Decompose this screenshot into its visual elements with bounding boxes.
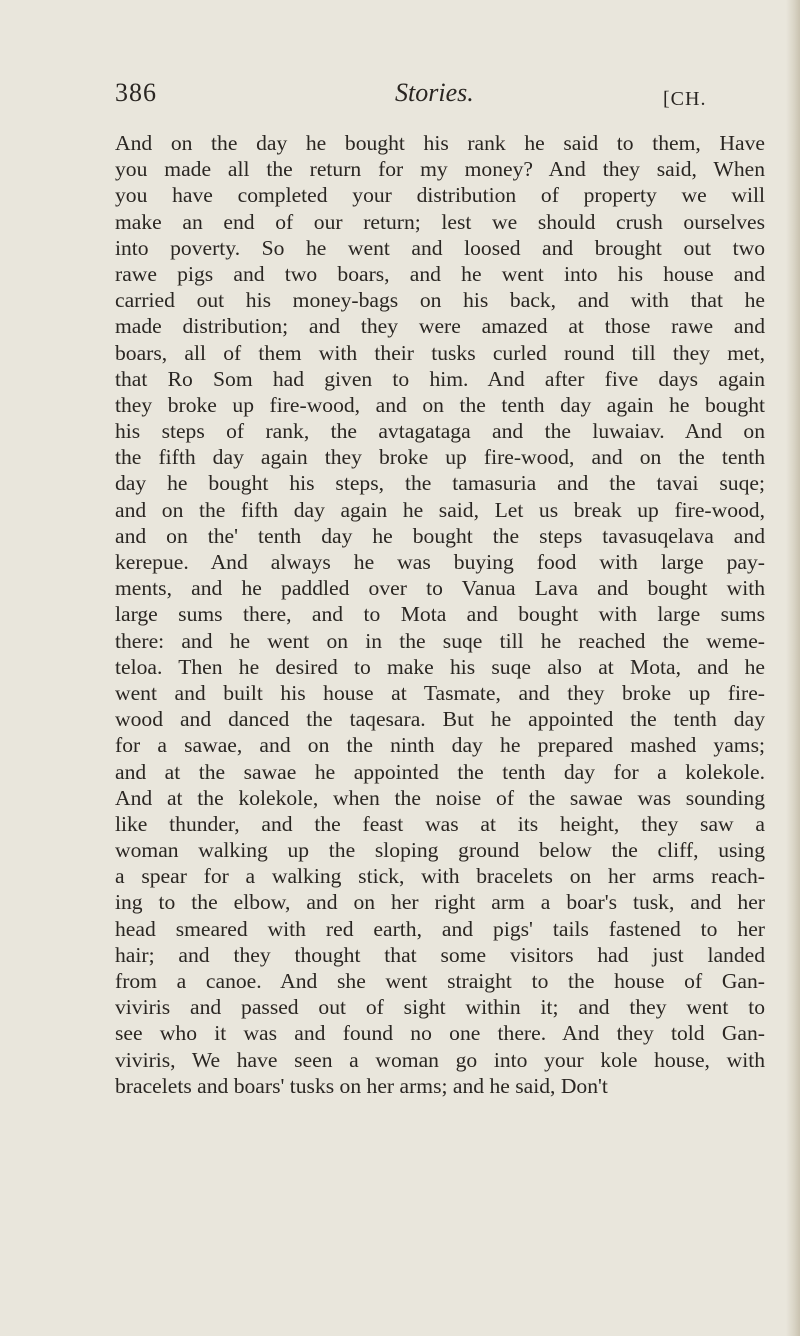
page-edge-shadow: [786, 0, 800, 1336]
text-line: hair; and they thought that some visitors had just landed: [115, 942, 765, 967]
text-line: you have completed your distribution of property we will: [115, 183, 765, 208]
text-line: viviris and passed out of sight within it; and they went to: [115, 995, 765, 1020]
text-line: teloa. Then he desired to make his suqe also at Mota, and he: [115, 654, 765, 679]
text-line: his steps of rank, the avtagataga and the luwaiav. And on: [115, 419, 765, 444]
text-line: from a canoe. And she went straight to the house of Gan-: [115, 969, 765, 993]
text-line: went and built his house at Tasmate, and they broke up fire-: [115, 680, 765, 705]
text-line: day he bought his steps, the tamasuria and the tavai suqe;: [115, 471, 765, 496]
text-line: ing to the elbow, and on her right arm a boar's tusk, and her: [115, 890, 765, 915]
text-line: a spear for a walking stick, with bracelets on her arms reach-: [115, 864, 765, 889]
text-line: and at the sawae he appointed the tenth day for a kolekole.: [115, 759, 765, 784]
text-line: see who it was and found no one there. And they told Gan-: [115, 1021, 765, 1046]
text-line: wood and danced the taqesara. But he appointed the tenth day: [115, 707, 765, 732]
text-line: rawe pigs and two boars, and he went into his house and: [115, 261, 765, 286]
text-line: bracelets and boars' tusks on her arms; and he said, Don't: [115, 1073, 608, 1098]
text-line: head smeared with red earth, and pigs' tails fastened to her: [115, 916, 765, 941]
text-line: And on the day he bought his rank he said to them, Have: [115, 131, 765, 155]
text-line: viviris, We have seen a woman go into your kole house, with: [115, 1047, 765, 1072]
text-line: boars, all of them with their tusks curled round till they met,: [115, 340, 765, 365]
text-line: for a sawae, and on the ninth day he prepared mashed yams;: [115, 733, 765, 758]
page-number: 386: [115, 78, 157, 107]
text-line: made distribution; and they were amazed at those rawe and: [115, 314, 765, 339]
body-text: [115, 130, 765, 1099]
text-line: carried out his money-bags on his back, and with that he: [115, 288, 765, 313]
text-line: into poverty. So he went and loosed and brought out two: [115, 235, 765, 260]
text-line: and on the' tenth day he bought the steps tavasuqelava and: [115, 523, 765, 548]
text-line: you made all the return for my money? And they said, When: [115, 157, 765, 182]
text-line: large sums there, and to Mota and bought with large sums: [115, 602, 765, 627]
page-header: [115, 78, 755, 118]
text-line: like thunder, and the feast was at its height, they saw a: [115, 811, 765, 836]
running-title: Stories.: [395, 78, 474, 107]
text-line: And at the kolekole, when the noise of the sawae was sounding: [115, 785, 765, 810]
text-line: make an end of our return; lest we should crush ourselves: [115, 209, 765, 234]
text-line: kerepue. And always he was buying food with large pay-: [115, 550, 765, 574]
text-line: they broke up fire-wood, and on the tenth day again he bought: [115, 392, 765, 417]
text-line: that Ro Som had given to him. And after five days again: [115, 366, 765, 391]
chapter-mark: [CH.: [663, 88, 707, 110]
text-line: woman walking up the sloping ground below the cliff, using: [115, 838, 765, 863]
text-line: the fifth day again they broke up fire-wood, and on the tenth: [115, 445, 765, 470]
text-line: there: and he went on in the suqe till he reached the weme-: [115, 628, 765, 653]
text-line: and on the fifth day again he said, Let us break up fire-wood,: [115, 497, 765, 522]
text-line: ments, and he paddled over to Vanua Lava and bought with: [115, 576, 765, 601]
